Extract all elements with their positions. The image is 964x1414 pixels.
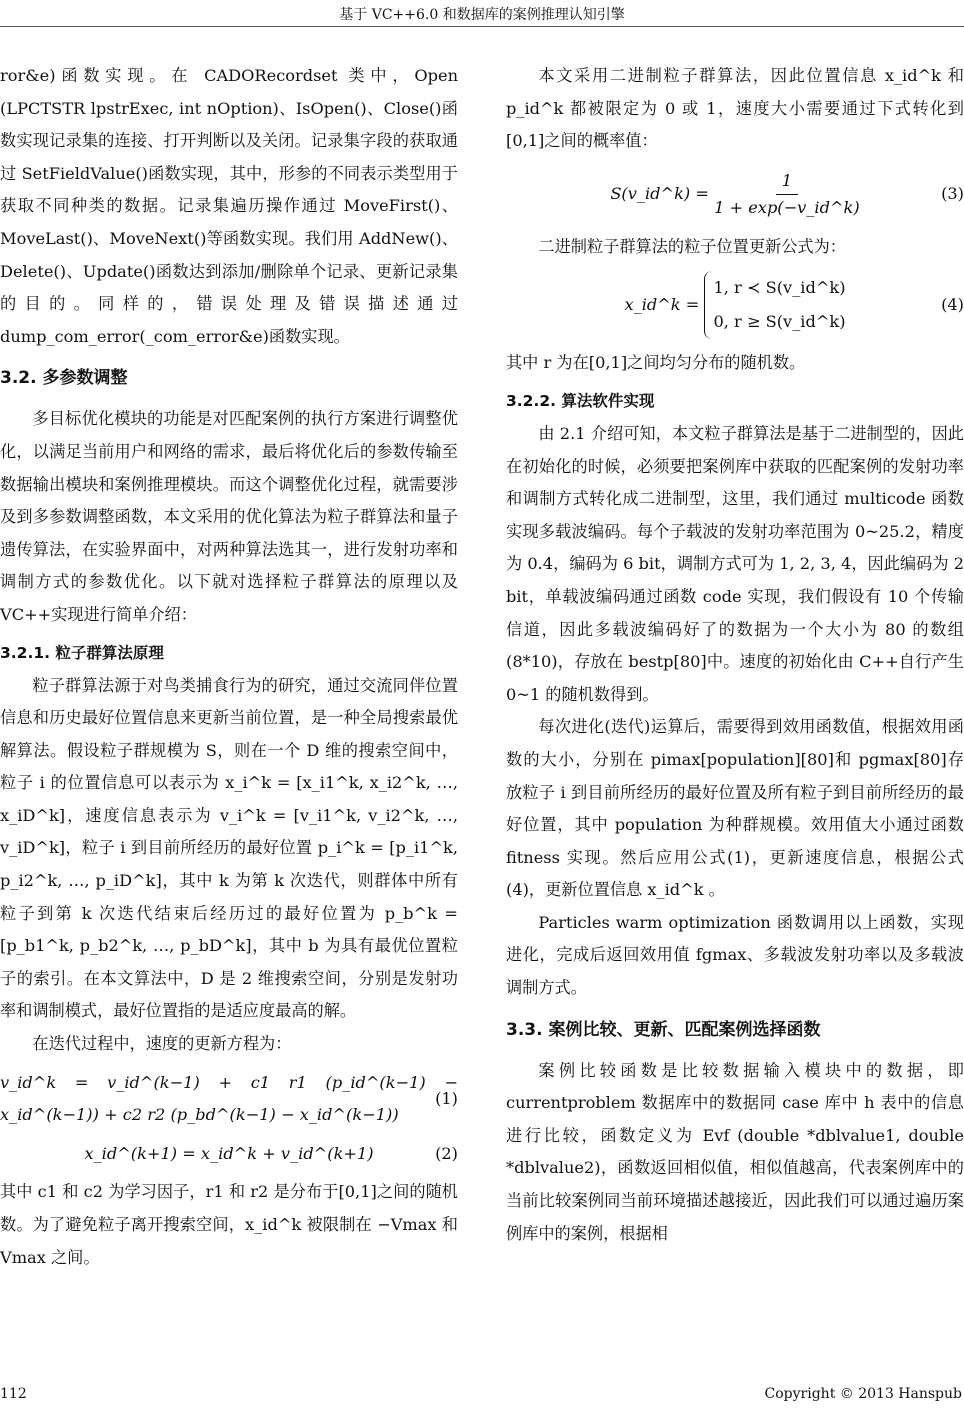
paragraph: 二进制粒子群算法的粒子位置更新公式为： xyxy=(538,236,846,256)
equation-number: (2) xyxy=(435,1143,458,1163)
equation-body: x_id^(k+1) = x_id^k + v_id^(k+1) xyxy=(84,1143,374,1163)
paragraph: 本文采用二进制粒子群算法，因此位置信息 x_id^k 和 p_id^k 都被限定为 0 或 1，速度大小需要通过下式转化到[0,1]之间的概率值： xyxy=(506,66,964,151)
paragraph: ror&e)函数实现。在 CADORecordset 类中，Open (LPCTSTR lpstrExec, int nOption)、IsOpen()、Close()函数实现记录集的连接、打开判断以及关闭。记录集字段的获取通过 SetFieldValue()函数实现，其中，形参的不同表示类型用于获取不同种类的数据。记录集遍历操作通过 MoveFirst()、MoveLast()、MoveNext()等函数实现。我们用 AddNew()、Delete()、Update()函数达到添加/删除单个记录、更新记录集的目的。同样的，错误处理及错误描述通过 dump_com_error(_com_error&e)函数实现。 xyxy=(0,66,458,346)
equation-2 xyxy=(0,1138,458,1171)
header-rule xyxy=(0,26,964,27)
paragraph: Particles warm optimization 函数调用以上函数，实现进化，完成后返回效用值 fgmax、多载波发射功率以及多载波调制方式。 xyxy=(506,912,964,998)
equation-number: (4) xyxy=(941,295,964,315)
fraction xyxy=(714,168,860,221)
equation-3 xyxy=(506,168,964,221)
subsection-heading: 3.2.1. 粒子群算法原理 xyxy=(0,643,164,662)
paragraph: 由 2.1 介绍可知，本文粒子群算法是基于二进制型的，因此在初始化的时候，必须要把案例库中获取的匹配案例的发射功率和调制方式转化成二进制型，这里，我们通过 multicode 函数实现多载波编码。每个子载波的发射功率范围为 0~25.2，精度为 0.4，编码为 6 bit，调制方式可为 1, 2, 3, 4，因此编码为 2 bit，单载波编码通过函数 code 实现，我们假设有 10 个传输信道，因此多载波编码好了的数据为一个大小为 80 的数组(8*10)，存放在 bestp[80]中。速度的初始化由 C++自行产生 0~1 的随机数得到。 xyxy=(506,423,964,704)
case-2: 0, r ≥ S(v_id^k) xyxy=(713,312,846,332)
equation-lhs: S(v_id^k) = xyxy=(610,183,709,203)
running-header: 基于 VC++6.0 和数据库的案例推理认知引擎 xyxy=(339,7,625,23)
paragraph: 其中 c1 和 c2 为学习因子，r1 和 r2 是分布于[0,1]之间的随机数。为了避免粒子离开搜索空间，x_id^k 被限制在 −Vmax 和 Vmax 之间。 xyxy=(0,1182,458,1267)
copyright-notice: Copyright © 2013 Hanspub xyxy=(764,1386,962,1402)
equation-1 xyxy=(0,1067,458,1132)
equation-lhs: x_id^k = xyxy=(624,295,700,315)
numerator: 1 xyxy=(776,168,798,195)
right-column xyxy=(506,60,964,1250)
paragraph: 案例比较函数是比较数据输入模块中的数据，即 currentproblem 数据库中的数据同 case 库中 h 表中的信息进行比较，函数定义为 Evf (double *dblvalue1, double *dblvalue2)，函数返回相似值，相似值越高，代表案例库中的当前比较案例同当前环境描述越接近，因此我们可以通过遍历案例库中的案例，根据相 xyxy=(506,1060,964,1243)
paragraph: 粒子群算法源于对鸟类捕食行为的研究，通过交流同伴位置信息和历史最好位置信息来更新当前位置，是一种全局搜索最优解算法。假设粒子群规模为 S，则在一个 D 维的搜索空间中，粒子 i 的位置信息可以表示为 x_i^k = [x_i1^k, x_i2^k, …, x_iD^k]，速度信息表示为 v_i^k = [v_i1^k, v_i2^k, …, v_iD^k]，粒子 i 到目前所经历的最好位置 p_i^k = [p_i1^k, p_i2^k, …, p_iD^k]，其中 k 为第 k 次迭代，则群体中所有粒子到第 k 次迭代结束后经历过的最好位置为 p_b^k = [p_b1^k, p_b2^k, …, p_bD^k]，其中 b 为具有最优位置粒子的索引。在本文算法中，D 是 2 维搜索空间，分别是发射功率和调制模式，最好位置指的是适应度最高的解。 xyxy=(0,675,458,1021)
equation-number: (1) xyxy=(435,1088,458,1108)
equation-number: (3) xyxy=(941,183,964,203)
cases-brace xyxy=(704,271,845,339)
equation-body: v_id^k = v_id^(k−1) + c1 r1 (p_id^(k−1) − x_id^(k−1)) + c2 r2 (p_bd^(k−1) − x_id^(k−1)) xyxy=(0,1072,458,1125)
paragraph: 其中 r 为在[0,1]之间均匀分布的随机数。 xyxy=(506,353,806,373)
section-heading: 3.3. 案例比较、更新、匹配案例选择函数 xyxy=(506,1019,821,1040)
subsection-heading: 3.2.2. 算法软件实现 xyxy=(506,391,655,410)
page-number: 112 xyxy=(0,1386,27,1402)
section-heading: 3.2. 多参数调整 xyxy=(0,368,128,389)
paragraph: 多目标优化模块的功能是对匹配案例的执行方案进行调整优化，以满足当前用户和网络的需求，最后将优化后的参数传输至数据输出模块和案例推理模块。而这个调整优化过程，就需要涉及到多参数调整函数，本文采用的优化算法为粒子群算法和量子遗传算法，在实验界面中，对两种算法选其一，进行发射功率和调制方式的参数优化。以下就对选择粒子群算法的原理以及 VC++实现进行简单介绍： xyxy=(0,409,458,624)
case-1: 1, r ≺ S(v_id^k) xyxy=(713,278,846,298)
paragraph: 在迭代过程中，速度的更新方程为： xyxy=(32,1034,292,1054)
left-column xyxy=(0,60,458,1274)
equation-4 xyxy=(506,271,964,339)
denominator: 1 + exp(−v_id^k) xyxy=(714,197,860,217)
paragraph: 每次进化(迭代)运算后，需要得到效用函数值，根据效用函数的大小，分别在 pimax[population][80]和 pgmax[80]存放粒子 i 到目前所经历的最好位置及所有粒子到目前所经历的最好位置，其中 population 为种群规模。效用值大小通过函数 fitness 实现。然后应用公式(1)，更新速度信息，根据公式(4)，更新位置信息 x_id^k 。 xyxy=(506,717,964,900)
